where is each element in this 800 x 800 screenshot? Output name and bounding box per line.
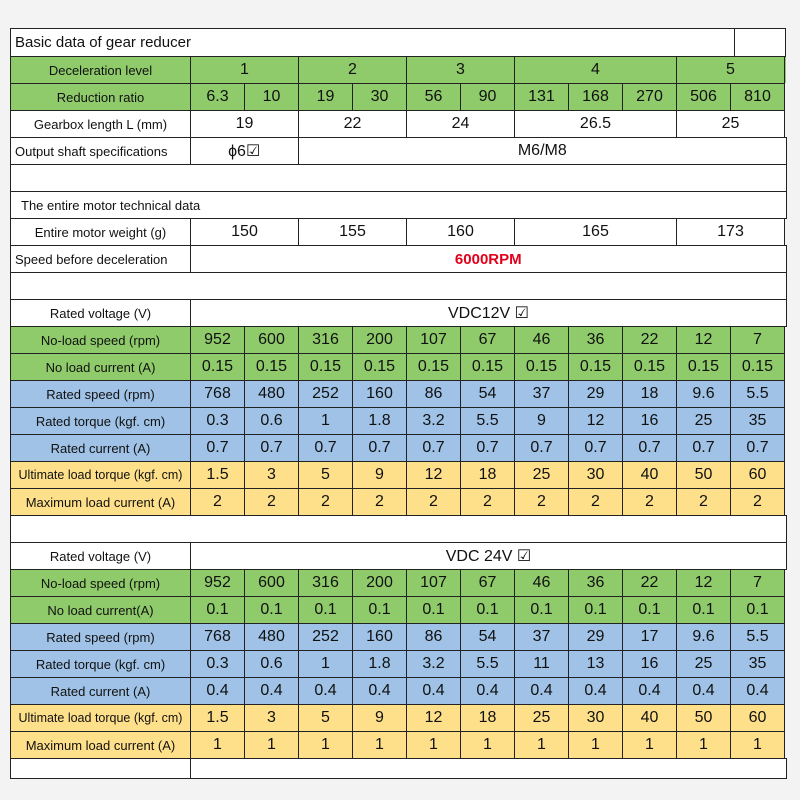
spec-value: 0.1 (568, 596, 623, 624)
deceleration-row (10, 56, 786, 83)
ratio-cell: 10 (244, 83, 299, 111)
spec-value: 1 (730, 731, 785, 759)
spec-value: 952 (190, 326, 245, 354)
spec-value: 9 (352, 461, 407, 489)
spec-label: No-load speed (rpm) (10, 569, 191, 597)
spec-value: 0.7 (730, 434, 785, 462)
spec-value: 1.8 (352, 407, 407, 435)
blank-cell (10, 272, 787, 300)
spec-row (10, 569, 786, 596)
spec-value: 0.4 (352, 677, 407, 705)
spec-value: 40 (622, 461, 677, 489)
spec-value: 0.1 (514, 596, 569, 624)
spec-value: 86 (406, 623, 461, 651)
ratio-cell: 810 (730, 83, 785, 111)
spec-value: 5.5 (730, 623, 785, 651)
shaft-row (10, 137, 786, 164)
spec-value: 1 (406, 731, 461, 759)
shaft-cell: ϕ6☑ (190, 137, 299, 165)
spec-row (10, 731, 786, 758)
level-cell: 2 (298, 56, 407, 84)
spec-value: 22 (622, 569, 677, 597)
spec-row (10, 596, 786, 623)
spec-value: 0.7 (190, 434, 245, 462)
spec-value: 5 (298, 704, 353, 732)
level-cell: 4 (514, 56, 677, 84)
spec-row (10, 488, 786, 515)
spec-value: 1 (460, 731, 515, 759)
spec-value: 2 (298, 488, 353, 516)
spec-value: 36 (568, 326, 623, 354)
spec-value: 12 (568, 407, 623, 435)
spec-label: No load current (A) (10, 353, 191, 381)
spec-value: 107 (406, 569, 461, 597)
spec-value: 2 (352, 488, 407, 516)
spec-value: 1 (676, 731, 731, 759)
spec-value: 29 (568, 623, 623, 651)
spec-value: 768 (190, 623, 245, 651)
spec-row (10, 407, 786, 434)
spec-value: 0.15 (298, 353, 353, 381)
ratio-cell: 168 (568, 83, 623, 111)
spec-value: 2 (622, 488, 677, 516)
spec-label: Maximum load current (A) (10, 731, 191, 759)
ratio-cell: 270 (622, 83, 677, 111)
spec-label: Rated torque (kgf. cm) (10, 650, 191, 678)
motor-title-row (10, 191, 786, 218)
gearbox-cell: 25 (676, 110, 785, 138)
spec-value: 0.7 (244, 434, 299, 462)
spec-row (10, 353, 786, 380)
spec-value: 0.15 (190, 353, 245, 381)
spec-value: 200 (352, 326, 407, 354)
gearbox-cell: 26.5 (514, 110, 677, 138)
spec-value: 0.7 (514, 434, 569, 462)
spec-value: 252 (298, 623, 353, 651)
spec-value: 9 (352, 704, 407, 732)
spec-value: 1 (298, 650, 353, 678)
spec-value: 252 (298, 380, 353, 408)
weight-cell: 173 (676, 218, 785, 246)
spec-value: 0.1 (730, 596, 785, 624)
spec-value: 5 (298, 461, 353, 489)
blank-cell (10, 758, 191, 779)
spec-value: 86 (406, 380, 461, 408)
spec-label: Ultimate load torque (kgf. cm) (10, 704, 191, 732)
spec-value: 160 (352, 623, 407, 651)
voltage-label: Rated voltage (V) (10, 299, 191, 327)
motor-title: The entire motor technical data (10, 191, 787, 219)
spec-value: 0.4 (622, 677, 677, 705)
voltage-row (10, 299, 786, 326)
spec-value: 600 (244, 326, 299, 354)
spacer-row (10, 272, 786, 299)
spec-value: 40 (622, 704, 677, 732)
spec-value: 200 (352, 569, 407, 597)
spec-value: 0.4 (676, 677, 731, 705)
spec-value: 0.4 (190, 677, 245, 705)
spec-value: 2 (460, 488, 515, 516)
ratio-label: Reduction ratio (10, 83, 191, 111)
spec-row (10, 434, 786, 461)
spec-value: 25 (676, 407, 731, 435)
spec-value: 16 (622, 407, 677, 435)
spec-value: 0.1 (460, 596, 515, 624)
spec-label: Rated speed (rpm) (10, 623, 191, 651)
spec-value: 0.7 (460, 434, 515, 462)
spec-value: 1 (298, 731, 353, 759)
basic-title-row (10, 28, 786, 56)
spec-value: 0.6 (244, 650, 299, 678)
spec-value: 160 (352, 380, 407, 408)
spec-value: 5.5 (460, 650, 515, 678)
spec-value: 0.4 (568, 677, 623, 705)
spec-label: Rated speed (rpm) (10, 380, 191, 408)
spec-value: 2 (406, 488, 461, 516)
spec-value: 768 (190, 380, 245, 408)
spec-value: 29 (568, 380, 623, 408)
spec-row (10, 461, 786, 488)
spec-value: 0.7 (622, 434, 677, 462)
spec-value: 0.15 (244, 353, 299, 381)
gearbox-cell: 24 (406, 110, 515, 138)
spec-value: 0.3 (190, 650, 245, 678)
weight-cell: 150 (190, 218, 299, 246)
spec-label: Rated current (A) (10, 677, 191, 705)
spec-value: 1.5 (190, 704, 245, 732)
spec-label: No-load speed (rpm) (10, 326, 191, 354)
spec-label: No load current(A) (10, 596, 191, 624)
spec-value: 0.7 (676, 434, 731, 462)
spec-value: 1 (244, 731, 299, 759)
spec-value: 1 (190, 731, 245, 759)
spec-row (10, 380, 786, 407)
spec-value: 0.3 (190, 407, 245, 435)
ratio-cell: 56 (406, 83, 461, 111)
spec-value: 480 (244, 380, 299, 408)
spec-value: 0.15 (676, 353, 731, 381)
spec-value: 0.4 (730, 677, 785, 705)
spec-value: 0.1 (298, 596, 353, 624)
spec-value: 36 (568, 569, 623, 597)
spec-value: 18 (460, 461, 515, 489)
spec-value: 35 (730, 650, 785, 678)
spec-value: 600 (244, 569, 299, 597)
spec-value: 16 (622, 650, 677, 678)
spec-value: 0.7 (352, 434, 407, 462)
spec-value: 17 (622, 623, 677, 651)
spec-value: 37 (514, 380, 569, 408)
spec-value: 0.1 (676, 596, 731, 624)
voltage-value: VDC12V ☑ (190, 299, 787, 327)
spec-value: 46 (514, 326, 569, 354)
vdc12-block (10, 299, 786, 515)
spec-value: 1 (514, 731, 569, 759)
spec-value: 0.4 (406, 677, 461, 705)
spec-label: Rated current (A) (10, 434, 191, 462)
ratio-cell: 131 (514, 83, 569, 111)
ratio-cell: 506 (676, 83, 731, 111)
spec-value: 18 (460, 704, 515, 732)
spec-value: 1 (568, 731, 623, 759)
spec-value: 0.15 (730, 353, 785, 381)
ratio-cell: 90 (460, 83, 515, 111)
speed-row (10, 245, 786, 272)
spec-value: 480 (244, 623, 299, 651)
spec-value: 2 (568, 488, 623, 516)
voltage-row (10, 542, 786, 569)
spec-value: 3 (244, 704, 299, 732)
spec-value: 12 (676, 326, 731, 354)
spec-value: 107 (406, 326, 461, 354)
spec-value: 1 (352, 731, 407, 759)
spec-value: 0.1 (352, 596, 407, 624)
spec-value: 0.6 (244, 407, 299, 435)
spec-value: 2 (730, 488, 785, 516)
spec-value: 0.4 (460, 677, 515, 705)
spec-value: 13 (568, 650, 623, 678)
spec-row (10, 623, 786, 650)
blank-cell (190, 758, 787, 779)
vdc24-block (10, 542, 786, 758)
spec-value: 67 (460, 569, 515, 597)
spec-value: 5.5 (460, 407, 515, 435)
spec-value: 67 (460, 326, 515, 354)
spec-value: 0.1 (244, 596, 299, 624)
spec-value: 1 (622, 731, 677, 759)
level-cell: 1 (190, 56, 299, 84)
spec-value: 9 (514, 407, 569, 435)
spec-value: 3.2 (406, 407, 461, 435)
spec-value: 54 (460, 623, 515, 651)
blank-cell (10, 515, 787, 543)
spec-value: 12 (406, 704, 461, 732)
spec-value: 2 (676, 488, 731, 516)
spec-value: 0.15 (406, 353, 461, 381)
spec-value: 316 (298, 326, 353, 354)
spec-value: 9.6 (676, 623, 731, 651)
spec-value: 952 (190, 569, 245, 597)
spec-value: 22 (622, 326, 677, 354)
basic-title: Basic data of gear reducer (10, 28, 735, 57)
spec-value: 2 (244, 488, 299, 516)
spec-value: 1.8 (352, 650, 407, 678)
shaft-label: Output shaft specifications (10, 137, 191, 165)
spec-row (10, 677, 786, 704)
level-cell: 3 (406, 56, 515, 84)
spec-value: 46 (514, 569, 569, 597)
spec-value: 2 (190, 488, 245, 516)
spec-value: 0.4 (244, 677, 299, 705)
spec-value: 30 (568, 461, 623, 489)
spec-label: Rated torque (kgf. cm) (10, 407, 191, 435)
ratio-row (10, 83, 786, 110)
spec-value: 30 (568, 704, 623, 732)
ratio-cell: 19 (298, 83, 353, 111)
spec-value: 0.4 (514, 677, 569, 705)
spec-value: 50 (676, 704, 731, 732)
spec-row (10, 704, 786, 731)
spec-value: 25 (514, 704, 569, 732)
ratio-cell: 6.3 (190, 83, 245, 111)
level-cell: 5 (676, 56, 785, 84)
spec-value: 0.15 (460, 353, 515, 381)
spec-label: Maximum load current (A) (10, 488, 191, 516)
spec-value: 25 (514, 461, 569, 489)
spacer-row (10, 164, 786, 191)
gearbox-label: Gearbox length L (mm) (10, 110, 191, 138)
spec-value: 3.2 (406, 650, 461, 678)
weight-label: Entire motor weight (g) (10, 218, 191, 246)
spec-value: 0.7 (568, 434, 623, 462)
spec-value: 25 (676, 650, 731, 678)
spec-value: 0.15 (514, 353, 569, 381)
spec-value: 60 (730, 704, 785, 732)
spec-row (10, 326, 786, 353)
speed-value: 6000RPM (190, 245, 787, 273)
voltage-value: VDC 24V ☑ (190, 542, 787, 570)
spec-value: 5.5 (730, 380, 785, 408)
spec-value: 18 (622, 380, 677, 408)
spec-value: 0.15 (352, 353, 407, 381)
spec-value: 35 (730, 407, 785, 435)
spec-value: 0.4 (298, 677, 353, 705)
spec-value: 0.15 (568, 353, 623, 381)
spec-value: 1.5 (190, 461, 245, 489)
spec-value: 0.1 (622, 596, 677, 624)
gearbox-row (10, 110, 786, 137)
blank-cell (734, 28, 786, 57)
spec-value: 1 (298, 407, 353, 435)
spec-value: 3 (244, 461, 299, 489)
spec-value: 2 (514, 488, 569, 516)
spec-value: 0.7 (298, 434, 353, 462)
spec-row (10, 650, 786, 677)
weight-cell: 155 (298, 218, 407, 246)
spec-value: 9.6 (676, 380, 731, 408)
deceleration-label: Deceleration level (10, 56, 191, 84)
spec-value: 12 (406, 461, 461, 489)
spec-value: 60 (730, 461, 785, 489)
spec-value: 0.7 (406, 434, 461, 462)
voltage-label: Rated voltage (V) (10, 542, 191, 570)
spec-value: 50 (676, 461, 731, 489)
ratio-cell: 30 (352, 83, 407, 111)
spec-value: 7 (730, 569, 785, 597)
spacer-row (10, 515, 786, 542)
spec-value: 54 (460, 380, 515, 408)
spec-value: 7 (730, 326, 785, 354)
weight-row (10, 218, 786, 245)
specification-table (10, 28, 786, 778)
weight-cell: 165 (514, 218, 677, 246)
gearbox-cell: 22 (298, 110, 407, 138)
spec-label: Ultimate load torque (kgf. cm) (10, 461, 191, 489)
gearbox-cell: 19 (190, 110, 299, 138)
spec-value: 316 (298, 569, 353, 597)
spec-value: 0.1 (406, 596, 461, 624)
weight-cell: 160 (406, 218, 515, 246)
spacer-row (10, 758, 786, 778)
spec-value: 0.1 (190, 596, 245, 624)
speed-label: Speed before deceleration (10, 245, 191, 273)
spec-value: 0.15 (622, 353, 677, 381)
shaft-cell: M6/M8 (298, 137, 787, 165)
spec-value: 12 (676, 569, 731, 597)
spec-value: 37 (514, 623, 569, 651)
spec-value: 11 (514, 650, 569, 678)
blank-cell (10, 164, 787, 192)
